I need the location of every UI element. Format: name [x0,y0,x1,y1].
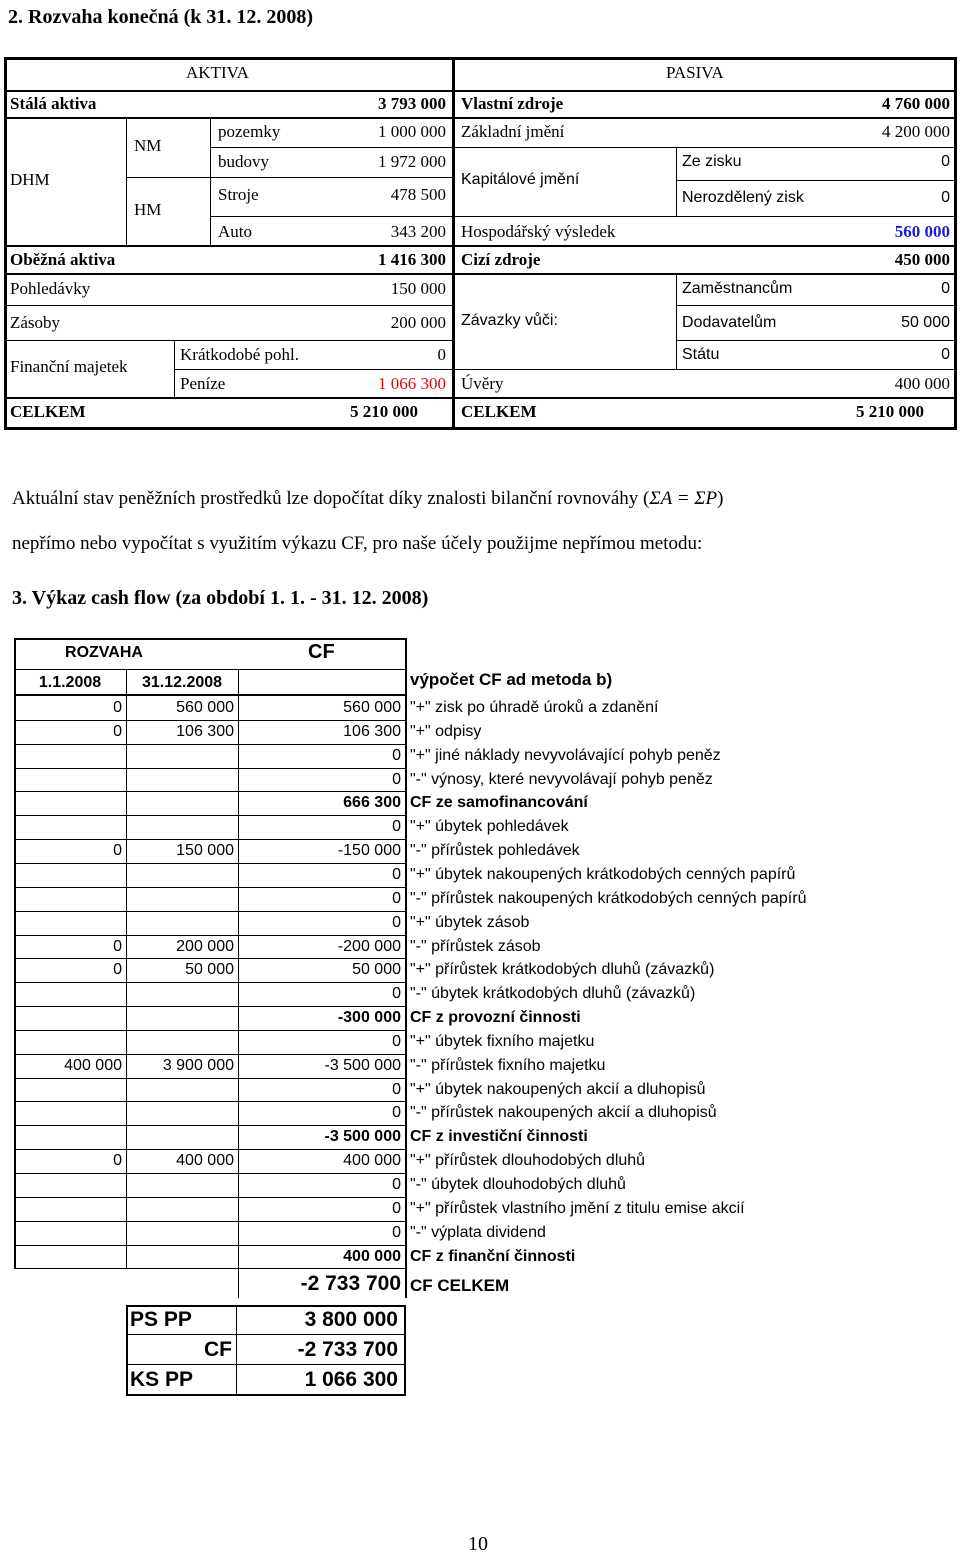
celkem-pasiva-label: CELKEM [461,402,537,421]
method-title: výpočet CF ad metoda b) [410,670,613,689]
pozemky-label: pozemky [218,122,281,141]
cf-row-description: "+" přírůstek vlastního jmění z titulu emise akcií [410,1200,745,1217]
cf-row-description: "+" jiné náklady nevyvolávající pohyb peněz [410,747,721,764]
cf-row-start-value: 0 [113,938,122,955]
zasoby-label: Zásoby [10,313,61,332]
nerozdeleny-zisk-value: 0 [941,189,950,206]
cf-row-description: "+" přírůstek dlouhodobých dluhů [410,1152,646,1169]
pasiva-header: PASIVA [666,63,724,82]
cf-row-end-value: 106 300 [176,723,234,740]
ze-zisku-label: Ze zisku [682,153,742,170]
cf-row-cf-value: 0 [392,914,401,931]
hosp-vysledek-value: 560 000 [894,222,950,241]
auto-value: 343 200 [390,222,446,241]
cf-row-description: "-" přírůstek pohledávek [410,842,580,859]
zamestnancum-value: 0 [941,280,950,297]
penize-label: Peníze [180,374,226,393]
zamestnancum-label: Zaměstnancům [682,280,793,297]
cf-row-start-value: 0 [113,699,122,716]
cf-row-description: "+" úbytek pohledávek [410,818,569,835]
cf-row-cf-value: 0 [392,890,401,907]
pohledavky-label: Pohledávky [10,279,91,298]
zavazky-vuci-label: Závazky vůči: [461,312,558,329]
cf-row-description: "+" přírůstek krátkodobých dluhů (závazků) [410,961,715,978]
celkem-aktiva-label: CELKEM [10,402,86,421]
cf-total-label: CF CELKEM [410,1276,510,1295]
cf-row-cf-value: 0 [392,1200,401,1217]
cf-row-description: "-" úbytek dlouhodobých dluhů [410,1176,626,1193]
aktiva-header: AKTIVA [186,63,249,82]
cf-row-end-value: 3 900 000 [162,1057,234,1074]
cf-row-cf-value: 0 [392,1033,401,1050]
penize-value: 1 066 300 [378,374,446,393]
paragraph-line-1: Aktuální stav peněžních prostředků lze dopočítat díky znalosti bilanční rovnováhy (ΣA = ΣP) [12,488,724,509]
kratkodobe-pohl-value: 0 [437,345,446,364]
cf-row-description: "+" úbytek fixního majetku [410,1033,595,1050]
stala-aktiva-value: 3 793 000 [378,94,446,113]
zakladni-jmeni-value: 4 200 000 [882,122,950,141]
cf-row-end-value: 150 000 [176,842,234,859]
cf-row-description: CF z finanční činnosti [410,1248,576,1265]
nerozdeleny-zisk-label: Nerozdělený zisk [682,189,804,206]
ks-pp-value: 1 066 300 [304,1368,398,1391]
uvery-label: Úvěry [461,374,504,393]
cf-row-description: "-" přírůstek nakoupených krátkodobých cenných papírů [410,890,807,907]
cf-row-cf-value: 0 [392,747,401,764]
zasoby-value: 200 000 [390,313,446,332]
stroje-value: 478 500 [390,185,446,204]
cf-row-cf-value: 400 000 [343,1248,401,1265]
kratkodobe-pohl-label: Krátkodobé pohl. [180,345,299,364]
vlastni-zdroje-value: 4 760 000 [882,94,950,113]
ps-pp-label: PS PP [130,1308,192,1331]
stala-aktiva-label: Stálá aktiva [10,94,97,113]
cf-summary-value: -2 733 700 [297,1338,398,1361]
dodavatelum-value: 50 000 [901,314,950,331]
statu-value: 0 [941,346,950,363]
cf-row-cf-value: -3 500 000 [324,1128,401,1145]
cf-row-cf-value: -3 500 000 [324,1057,401,1074]
nm-label: NM [134,136,162,155]
cf-row-cf-value: -300 000 [337,1009,401,1026]
cizi-zdroje-value: 450 000 [894,250,950,269]
vlastni-zdroje-label: Vlastní zdroje [461,94,564,113]
cf-row-description: "-" přírůstek nakoupených akcií a dluhopisů [410,1104,717,1121]
cf-row-description: CF z provozní činnosti [410,1009,581,1026]
pohledavky-value: 150 000 [390,279,446,298]
celkem-pasiva-value: 5 210 000 [856,402,924,421]
cf-row-description: CF ze samofinancování [410,794,588,811]
obezna-aktiva-value: 1 416 300 [378,250,446,269]
ks-pp-label: KS PP [130,1368,194,1391]
cf-row-cf-value: -150 000 [337,842,401,859]
cf-row-start-value: 0 [113,961,122,978]
zakladni-jmeni-label: Základní jmění [461,122,565,141]
cf-row-end-value: 400 000 [176,1152,234,1169]
pozemky-value: 1 000 000 [378,122,446,141]
kapitalove-jmeni-label: Kapitálové jmění [461,171,580,188]
cf-row-description: "+" zisk po úhradě úroků a zdanění [410,699,659,716]
cf-row-description: "-" výnosy, které nevyvolávají pohyb peněz [410,771,713,788]
section-heading-cashflow: 3. Výkaz cash flow (za období 1. 1. - 31. 12. 2008) [12,587,429,609]
dhm-label: DHM [10,170,50,189]
cf-row-cf-value: 0 [392,1224,401,1241]
dodavatelum-label: Dodavatelům [682,314,777,331]
cf-row-cf-value: 0 [392,866,401,883]
statu-label: Státu [682,346,720,363]
stroje-label: Stroje [218,185,259,204]
hm-label: HM [134,200,162,219]
cf-row-description: CF z investiční činnosti [410,1128,588,1145]
cf-row-description: "-" úbytek krátkodobých dluhů (závazků) [410,985,696,1002]
ps-pp-value: 3 800 000 [304,1308,398,1331]
obezna-aktiva-label: Oběžná aktiva [10,250,116,269]
cf-row-cf-value: 666 300 [343,794,401,811]
celkem-aktiva-value: 5 210 000 [350,402,418,421]
rozvaha-header: ROZVAHA [65,644,143,661]
hosp-vysledek-label: Hospodářský výsledek [461,222,616,241]
cf-row-cf-value: 0 [392,985,401,1002]
cf-row-description: "+" úbytek nakoupených krátkodobých cenných papírů [410,866,796,883]
paragraph-line-2: nepřímo nebo vypočítat s využitím výkazu CF, pro naše účely použijme nepřímou metodu: [12,533,703,554]
date-header-2: 31.12.2008 [141,674,223,691]
cf-row-description: "+" odpisy [410,723,482,740]
cizi-zdroje-label: Cizí zdroje [461,250,541,269]
cf-row-end-value: 200 000 [176,938,234,955]
budovy-label: budovy [218,152,269,171]
ze-zisku-value: 0 [941,153,950,170]
cf-row-description: "-" výplata dividend [410,1224,546,1241]
cf-row-start-value: 400 000 [64,1057,122,1074]
cf-total-value: -2 733 700 [300,1272,401,1295]
financni-majetek-label: Finanční majetek [10,357,128,376]
cf-header: CF [308,641,335,663]
cf-row-description: "+" úbytek zásob [410,914,530,931]
cf-row-cf-value: 106 300 [343,723,401,740]
date-header-1: 1.1.2008 [38,674,102,691]
page-number: 10 [468,1533,488,1555]
section-heading-balance: 2. Rozvaha konečná (k 31. 12. 2008) [8,6,314,28]
cf-row-cf-value: 0 [392,1176,401,1193]
cf-row-cf-value: 560 000 [343,699,401,716]
cf-row-cf-value: 0 [392,1081,401,1098]
cf-summary-label: CF [204,1338,232,1361]
cf-row-cf-value: 0 [392,1104,401,1121]
cf-row-description: "-" přírůstek fixního majetku [410,1057,606,1074]
cf-row-end-value: 560 000 [176,699,234,716]
cf-row-start-value: 0 [113,1152,122,1169]
cf-row-cf-value: 0 [392,818,401,835]
cf-row-start-value: 0 [113,723,122,740]
cf-row-cf-value: -200 000 [337,938,401,955]
balance-formula: ΣA = ΣP [649,488,718,509]
budovy-value: 1 972 000 [378,152,446,171]
cf-row-end-value: 50 000 [185,961,234,978]
uvery-value: 400 000 [894,374,950,393]
cf-row-cf-value: 0 [392,771,401,788]
cf-row-cf-value: 400 000 [343,1152,401,1169]
cf-row-description: "+" úbytek nakoupených akcií a dluhopisů [410,1081,706,1098]
cf-row-cf-value: 50 000 [352,961,401,978]
cf-row-start-value: 0 [113,842,122,859]
auto-label: Auto [218,222,252,241]
cf-row-description: "-" přírůstek zásob [410,938,541,955]
